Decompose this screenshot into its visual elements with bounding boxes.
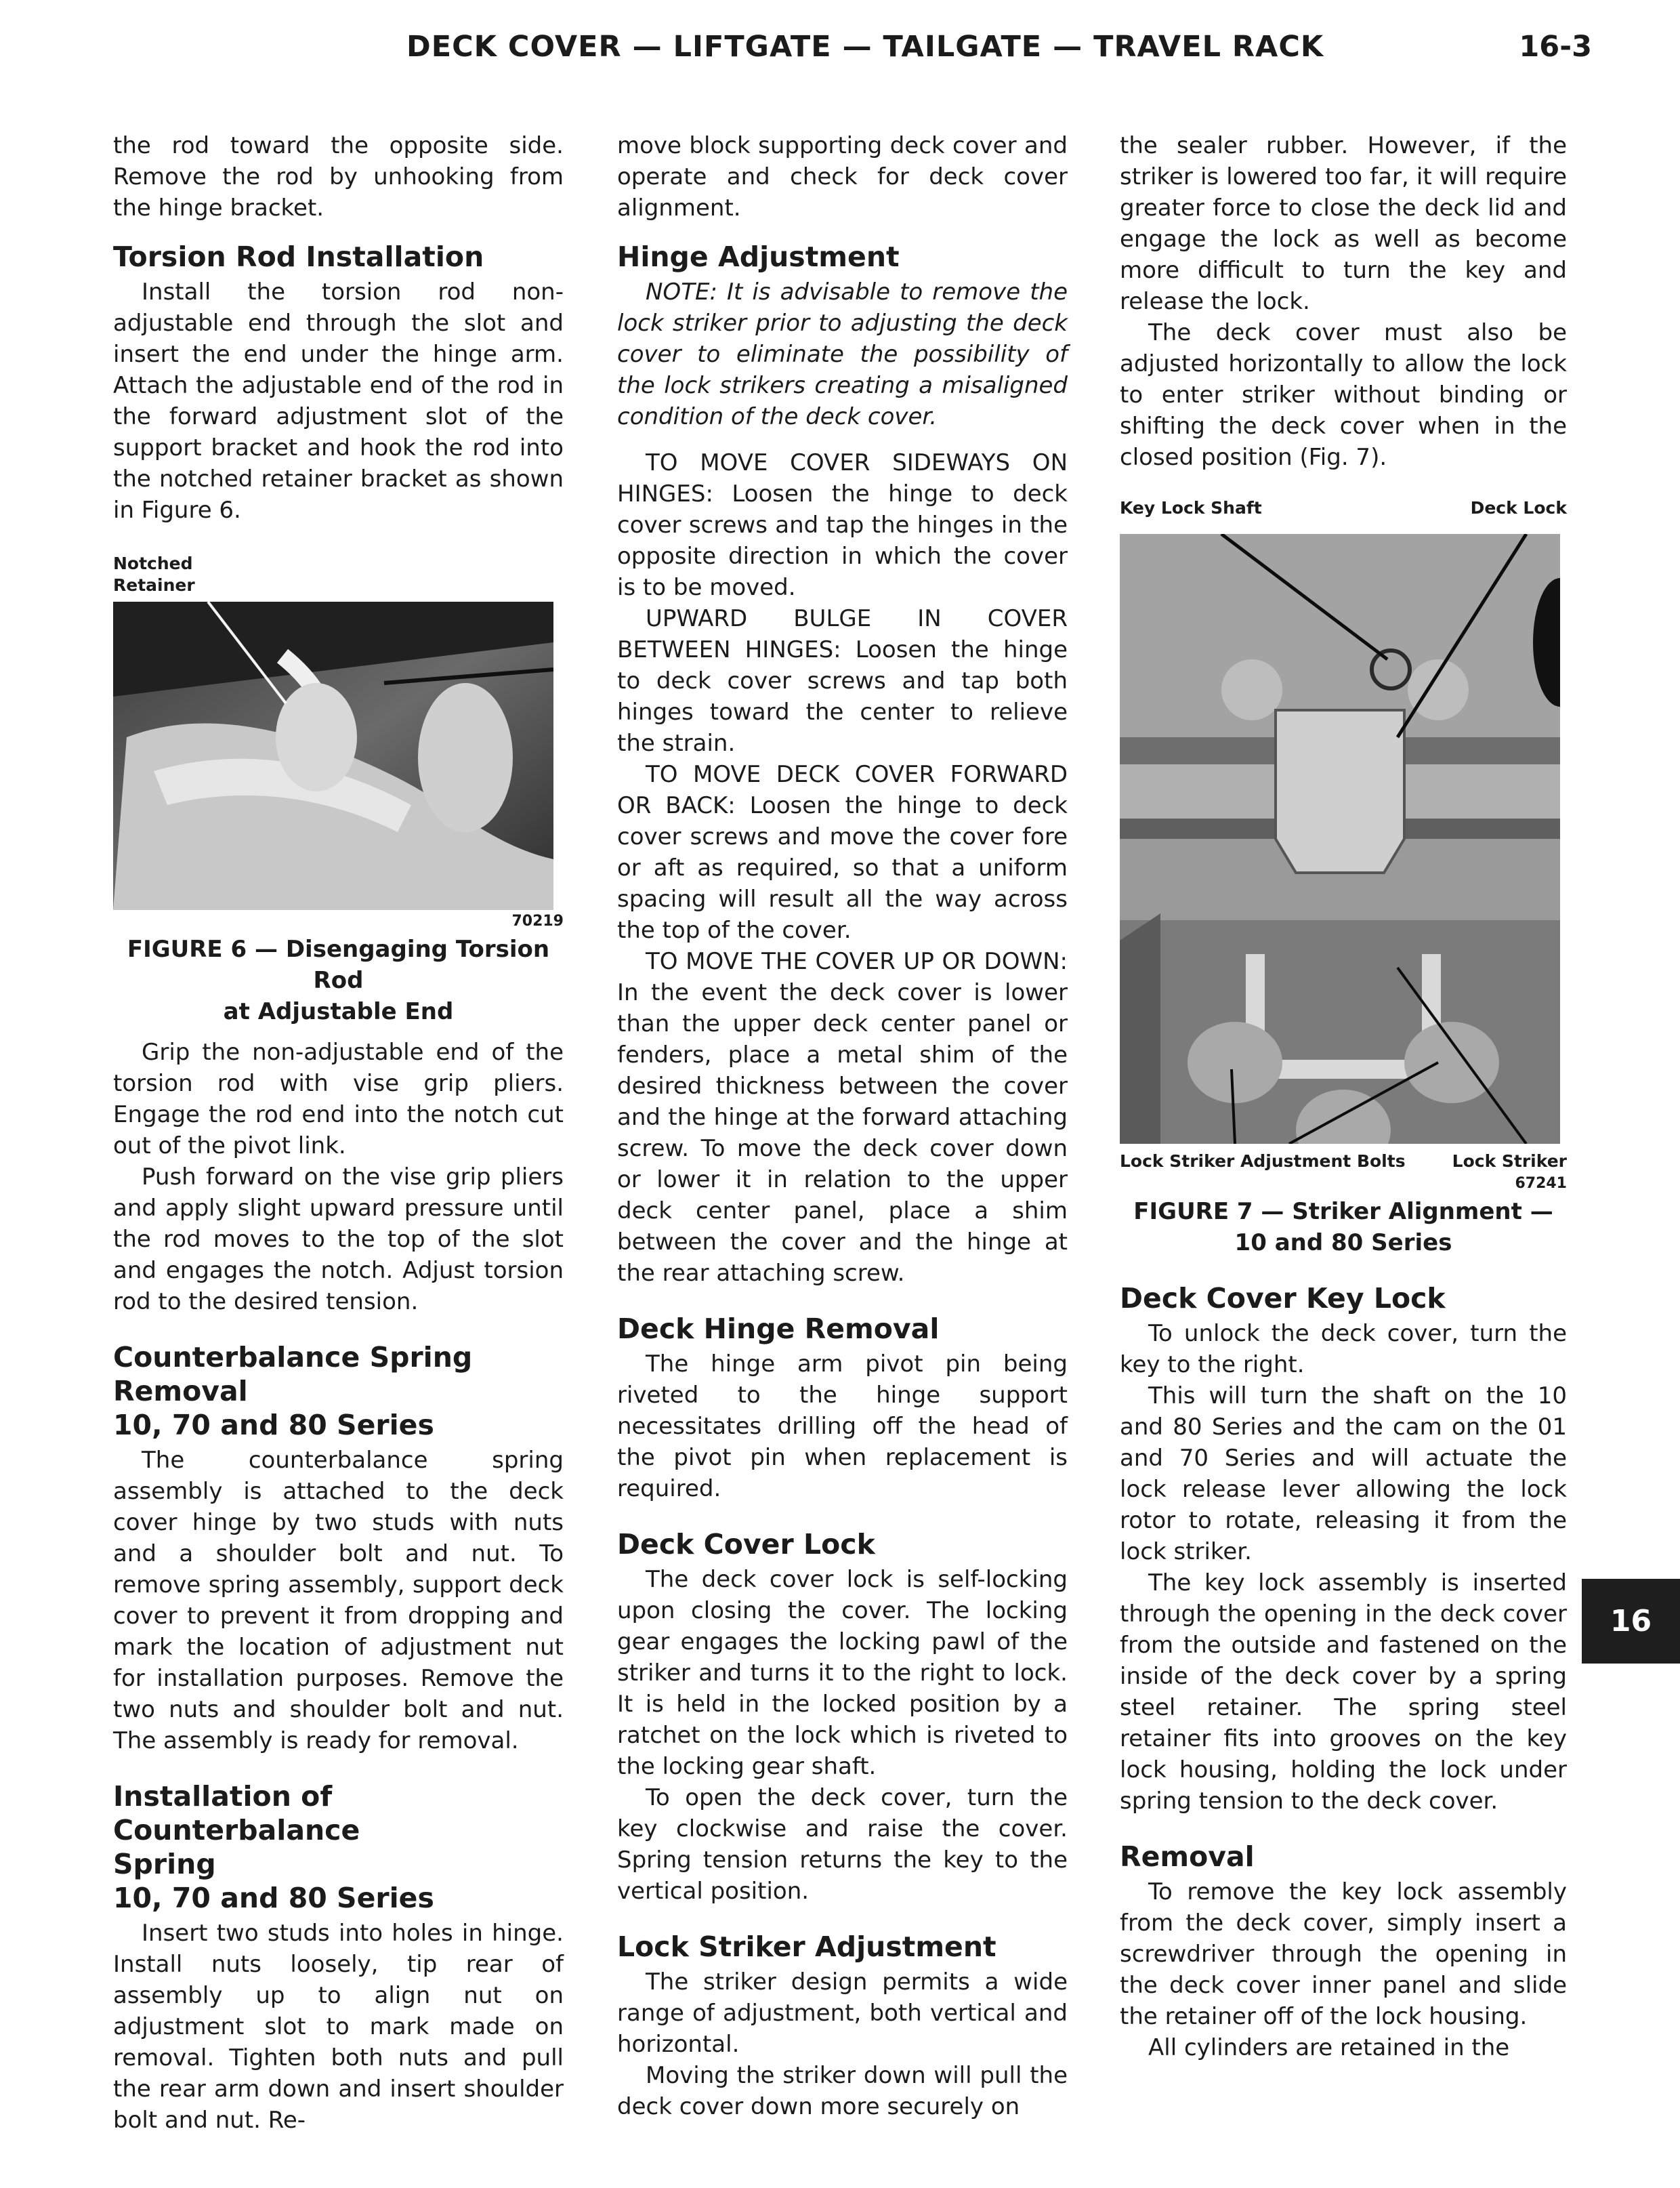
paragraph: The deck cover must also be adjusted horizontally to allow the lock to enter striker without binding or shifting the deck cover when in the closed position (Fig. 7). bbox=[1120, 319, 1567, 471]
paragraph: the sealer rubber. However, if the striker is lowered too far, it will require greater force to close the deck lid and engage the lock as well as become more difficult to turn the key and release the lock. bbox=[1120, 132, 1567, 315]
heading-installation-counterbalance-spring bbox=[113, 1779, 564, 1915]
heading-line: Spring bbox=[113, 1848, 216, 1880]
note-paragraph: NOTE: It is advisable to remove the lock striker prior to adjusting the deck cover to eliminate the possibility of the lock strikers creating a misaligned condition of the deck cover. bbox=[617, 278, 1068, 430]
paragraph: All cylinders are retained in the bbox=[1148, 2034, 1510, 2061]
figure-7-image bbox=[1120, 534, 1560, 1144]
paragraph: TO MOVE DECK COVER FORWARD OR BACK: Loosen the hinge to deck cover screws and move the cover fore or aft as required, so that a uniform spacing will result all the way across the top of the cover. bbox=[617, 761, 1068, 944]
heading-counterbalance-spring-removal bbox=[113, 1340, 564, 1442]
heading-lock-striker-adjustment: Lock Striker Adjustment bbox=[617, 1931, 996, 1963]
figure-label-lock-striker-adjustment-bolts: Lock Striker Adjustment Bolts bbox=[1120, 1151, 1406, 1171]
figure-7 bbox=[1120, 497, 1567, 1258]
heading-removal: Removal bbox=[1120, 1840, 1255, 1873]
heading-deck-hinge-removal: Deck Hinge Removal bbox=[617, 1313, 940, 1345]
figure-6 bbox=[113, 553, 564, 1027]
figure-6-photo bbox=[113, 602, 564, 910]
heading-line: Installation of Counterbalance bbox=[113, 1780, 360, 1846]
figure-6-image bbox=[113, 602, 553, 910]
figure-label-key-lock-shaft: Key Lock Shaft bbox=[1120, 498, 1262, 518]
paragraph: The striker design permits a wide range of adjustment, both vertical and horizontal. bbox=[617, 1968, 1068, 2058]
paragraph: To remove the key lock assembly from the deck cover, simply insert a screwdriver through the opening in the deck cover inner panel and slide the retainer off of the lock housing. bbox=[1120, 1878, 1567, 2030]
paragraph: UPWARD BULGE IN COVER BETWEEN HINGES: Loosen the hinge to deck cover screws and tap both hinges toward the center to relieve the strain. bbox=[617, 605, 1068, 757]
section-tab-16: 16 bbox=[1582, 1579, 1680, 1664]
figure-label-line: Retainer bbox=[113, 575, 195, 595]
paragraph: Insert two studs into holes in hinge. Install nuts loosely, tip rear of assembly up to align nut on adjustment slot to mark made on removal. Tighten both nuts and pull the rear arm down and insert shoulder bolt and nut. Re- bbox=[113, 1920, 564, 2134]
heading-deck-cover-key-lock: Deck Cover Key Lock bbox=[1120, 1282, 1446, 1315]
paragraph: Moving the striker down will pull the deck cover down more securely on bbox=[617, 2062, 1068, 2120]
paragraph: TO MOVE COVER SIDEWAYS ON HINGES: Loosen the hinge to deck cover screws and tap the hinges in the opposite direction in which the cover is to be moved. bbox=[617, 449, 1068, 601]
column-middle bbox=[617, 130, 1068, 2122]
paragraph: TO MOVE THE COVER UP OR DOWN: In the event the deck cover is lower than the upper deck center panel or fenders, place a metal shim of the desired thickness between the cover and the hinge at the forward attaching screw. To move the deck cover down or lower it in relation to the upper deck center panel, place a shim between the cover and the hinge at the rear attaching screw. bbox=[617, 948, 1068, 1287]
paragraph: This will turn the shaft on the 10 and 80 Series and the cam on the 01 and 70 Series and will actuate the lock release lever allowing the lock rotor to rotate, releasing it from the lock striker. bbox=[1120, 1382, 1567, 1565]
paragraph: The hinge arm pivot pin being riveted to the hinge support necessitates drilling off the head of the pivot pin when replacement is required. bbox=[617, 1350, 1068, 1502]
heading-deck-cover-lock: Deck Cover Lock bbox=[617, 1528, 875, 1561]
paragraph: Grip the non-adjustable end of the torsion rod with vise grip pliers. Engage the rod end into the notch cut out of the pivot link. bbox=[113, 1039, 564, 1159]
figure-number: 67241 bbox=[1515, 1175, 1567, 1192]
figure-label-line: Notched bbox=[113, 554, 193, 573]
heading-line: Removal bbox=[113, 1375, 248, 1407]
caption-line: at Adjustable End bbox=[223, 998, 454, 1025]
paragraph: To unlock the deck cover, turn the key to the right. bbox=[1120, 1320, 1567, 1378]
caption-line: 10 and 80 Series bbox=[1234, 1229, 1452, 1256]
heading-line: 10, 70 and 80 Series bbox=[113, 1882, 434, 1914]
page-number: 16-3 bbox=[1519, 30, 1592, 64]
paragraph: The counterbalance spring assembly is attached to the deck cover hinge by two studs with nuts and a shoulder bolt and nut. To remove spring assembly, support deck cover to prevent it from dropping and mark the location of adjustment nut for installation purposes. Remove the two nuts and shoulder bolt and nut. The assembly is ready for removal. bbox=[113, 1447, 564, 1754]
paragraph: The deck cover lock is self-locking upon closing the cover. The locking gear engages the locking pawl of the striker and turns it to the right to lock. It is held in the locked position by a ratchet on the lock which is riveted to the locking gear shaft. bbox=[617, 1566, 1068, 1780]
figure-6-caption bbox=[113, 934, 564, 1027]
column-right bbox=[1120, 130, 1567, 2063]
paragraph: Push forward on the vise grip pliers and apply slight upward pressure until the rod moves to the top of the slot and engages the notch. Adjust torsion rod to the desired tension. bbox=[113, 1163, 564, 1315]
figure-7-caption bbox=[1120, 1196, 1567, 1258]
figure-label-deck-lock: Deck Lock bbox=[1470, 498, 1567, 518]
caption-line: FIGURE 7 — Striker Alignment — bbox=[1133, 1198, 1553, 1225]
paragraph: Install the torsion rod non-adjustable end through the slot and insert the end under the hinge arm. Attach the adjustable end of the rod in the forward adjustment slot of the support bracket and hook the rod into the notched retainer bracket as shown in Figure 6. bbox=[113, 278, 564, 524]
heading-line: Counterbalance Spring bbox=[113, 1341, 473, 1374]
figure-7-bottom-labels bbox=[1120, 1151, 1567, 1172]
paragraph: To open the deck cover, turn the key clockwise and raise the cover. Spring tension returns the key to the vertical position. bbox=[617, 1784, 1068, 1905]
figure-label-notched-retainer bbox=[113, 553, 564, 596]
paragraph: move block supporting deck cover and operate and check for deck cover alignment. bbox=[617, 132, 1068, 222]
heading-hinge-adjustment: Hinge Adjustment bbox=[617, 241, 900, 273]
paragraph: The key lock assembly is inserted through the opening in the deck cover from the outside and fastened on the inside of the deck cover by a spring steel retainer. The spring steel retainer fits into grooves on the key lock housing, holding the lock under spring tension to the deck cover. bbox=[1120, 1569, 1567, 1815]
heading-torsion-rod-installation: Torsion Rod Installation bbox=[113, 241, 484, 273]
paragraph: the rod toward the opposite side. Remove the rod by unhooking from the hinge bracket. bbox=[113, 132, 564, 222]
caption-line: FIGURE 6 — Disengaging Torsion Rod bbox=[127, 936, 550, 994]
page-header-title: DECK COVER — LIFTGATE — TAILGATE — TRAVEL RACK bbox=[406, 30, 1324, 64]
figure-number: 70219 bbox=[511, 913, 564, 930]
figure-7-photo bbox=[1120, 534, 1567, 1144]
figure-label-lock-striker: Lock Striker bbox=[1452, 1151, 1567, 1171]
heading-line: 10, 70 and 80 Series bbox=[113, 1409, 434, 1441]
column-left bbox=[113, 130, 564, 2136]
figure-7-top-labels bbox=[1120, 497, 1567, 519]
